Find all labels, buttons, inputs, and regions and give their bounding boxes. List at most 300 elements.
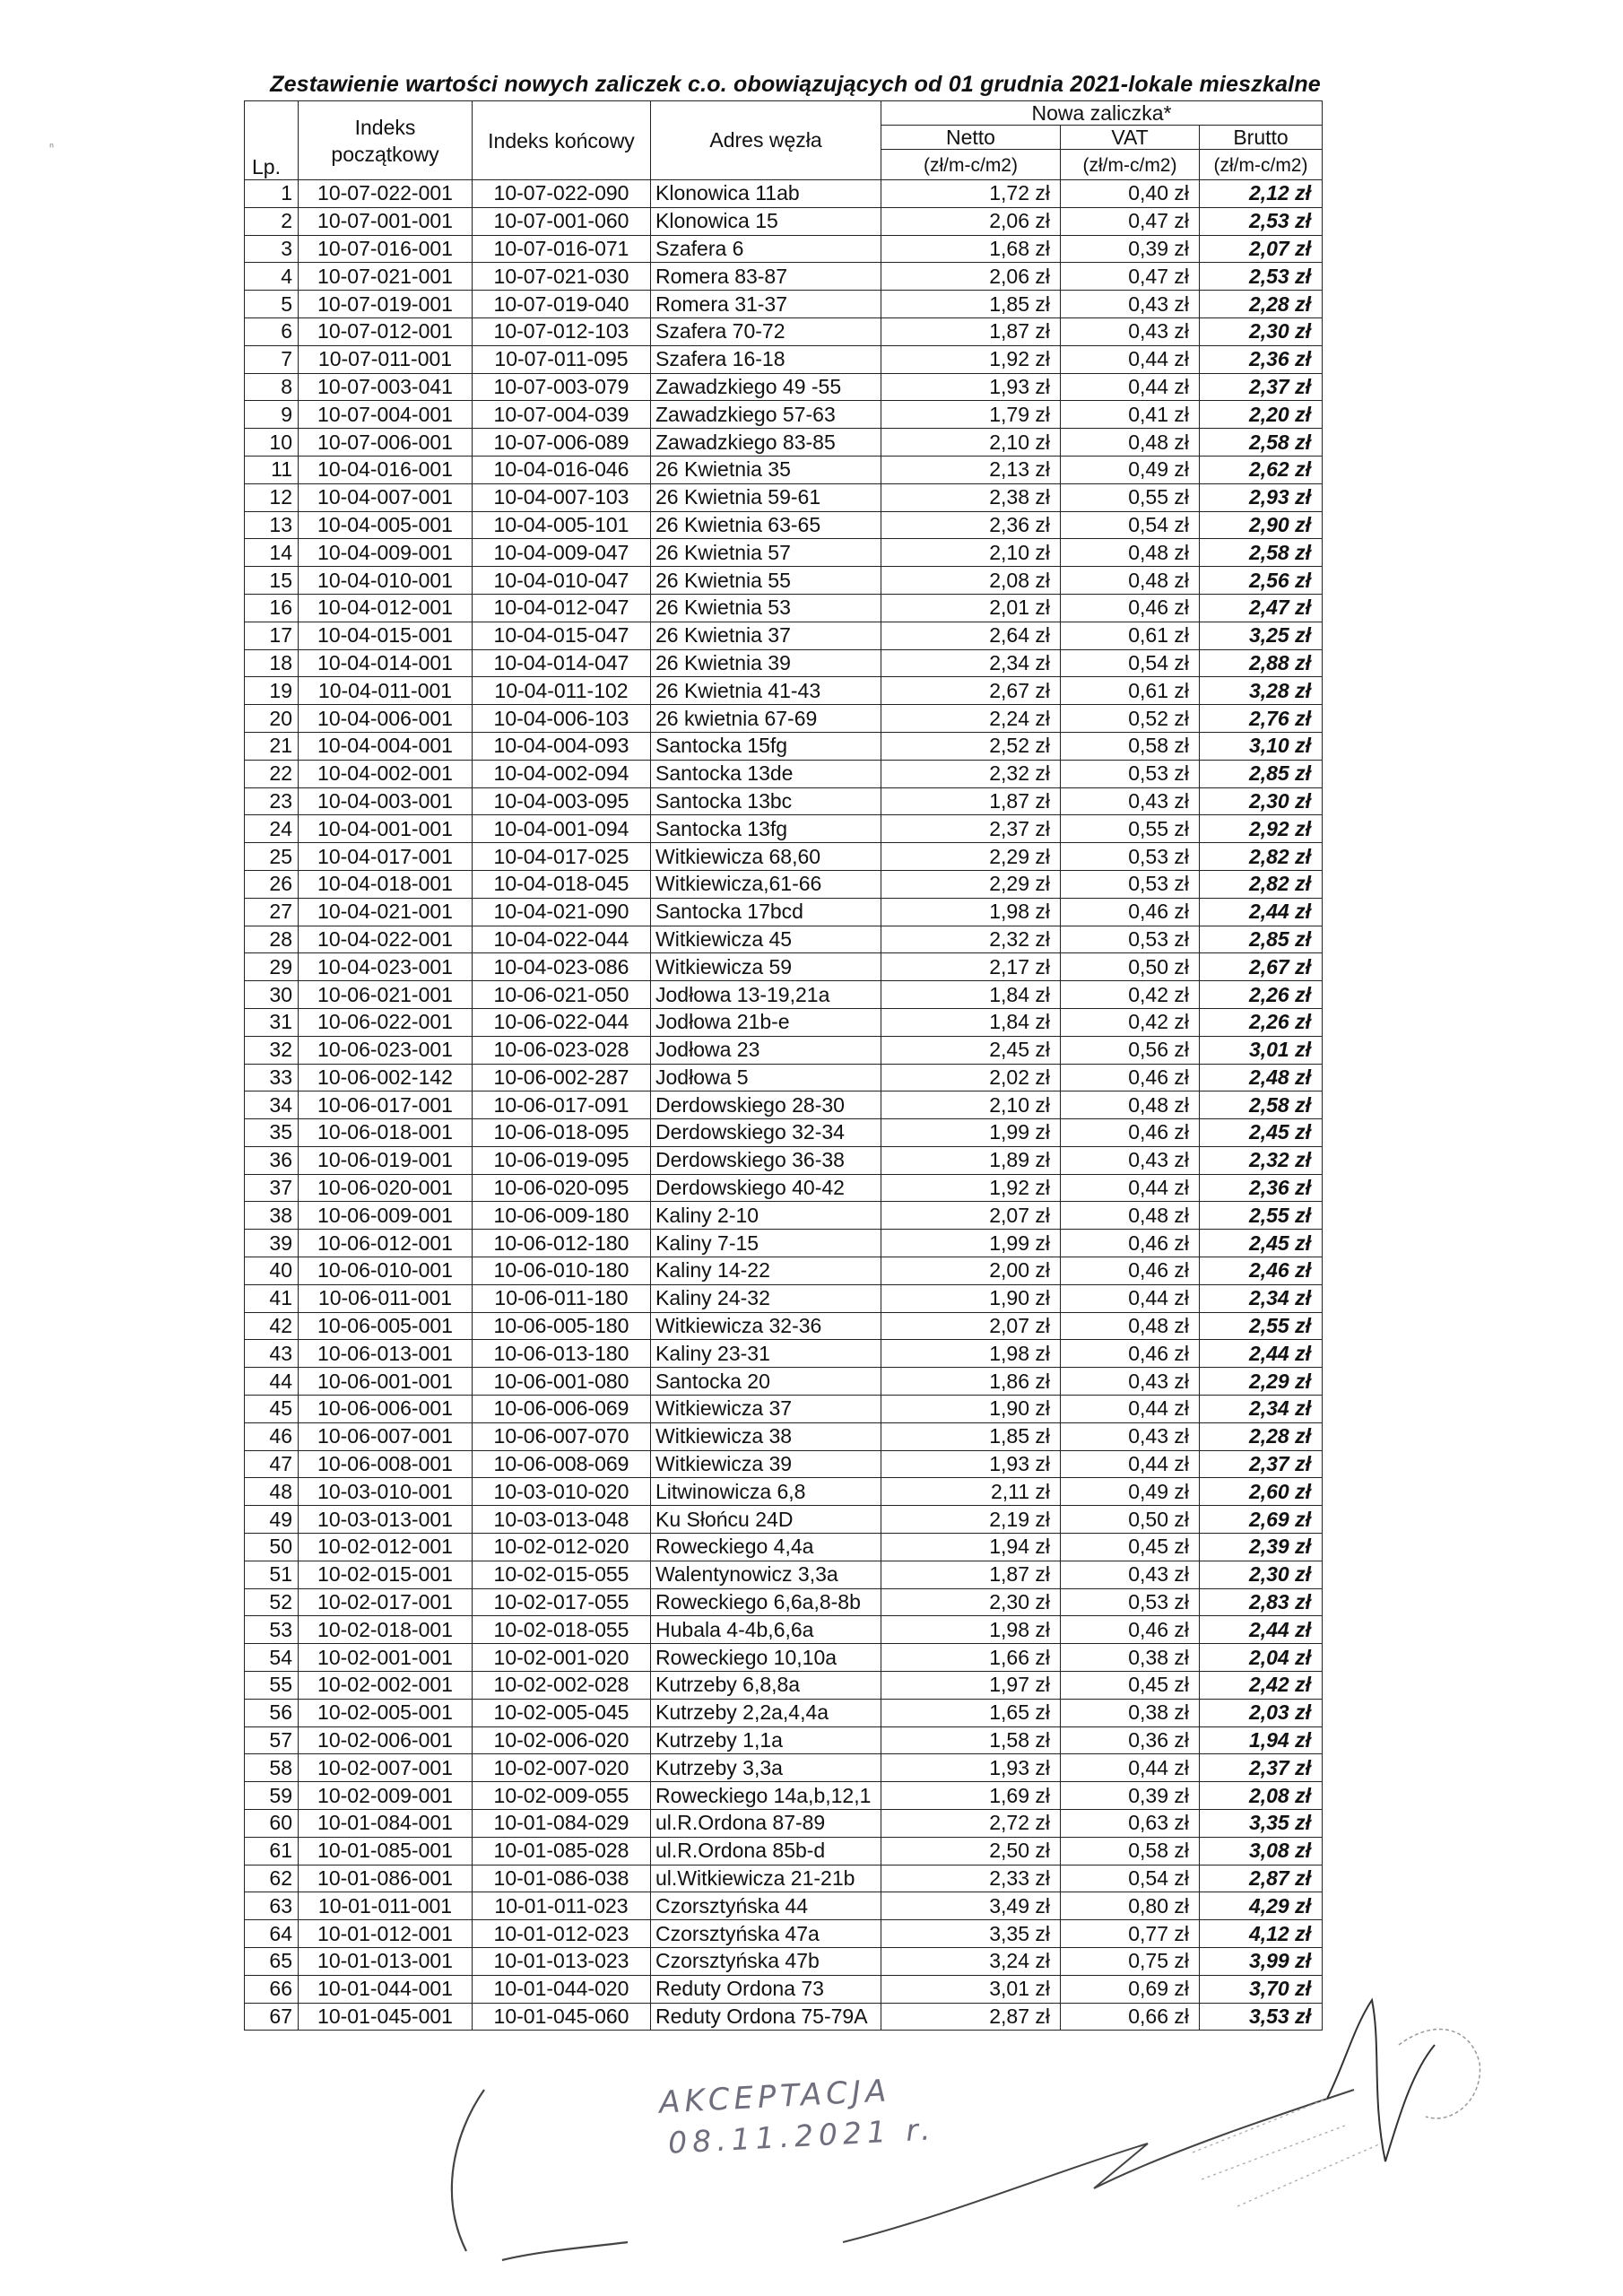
table-row — [245, 1036, 1323, 1064]
row-index-end: 10-02-018-055 — [473, 1616, 651, 1644]
table-row — [245, 1920, 1323, 1948]
table-row — [245, 1340, 1323, 1368]
row-index-start: 10-02-009-001 — [299, 1782, 473, 1810]
row-vat: 0,58 zł — [1061, 1837, 1200, 1865]
row-lp: 44 — [245, 1368, 299, 1396]
row-address: Ku Słońcu 24D — [651, 1506, 881, 1534]
row-index-start: 10-06-008-001 — [299, 1450, 473, 1478]
row-address: 26 Kwietnia 55 — [651, 567, 881, 595]
row-index-start: 10-02-007-001 — [299, 1754, 473, 1782]
row-brutto: 2,53 zł — [1200, 207, 1323, 235]
table-row — [245, 373, 1323, 401]
row-vat: 0,69 zł — [1061, 1975, 1200, 2003]
row-brutto: 2,37 zł — [1200, 1450, 1323, 1478]
row-vat: 0,61 zł — [1061, 677, 1200, 705]
row-index-end: 10-02-012-020 — [473, 1534, 651, 1561]
row-address: Santocka 15fg — [651, 732, 881, 760]
row-index-start: 10-04-002-001 — [299, 760, 473, 787]
row-brutto: 2,58 zł — [1200, 429, 1323, 457]
row-index-end: 10-04-014-047 — [473, 649, 651, 677]
table-row — [245, 1616, 1323, 1644]
row-netto: 2,11 zł — [881, 1478, 1061, 1506]
row-brutto: 4,29 zł — [1200, 1892, 1323, 1920]
row-index-start: 10-01-044-001 — [299, 1975, 473, 2003]
row-netto: 1,90 zł — [881, 1396, 1061, 1423]
row-index-end: 10-07-006-089 — [473, 429, 651, 457]
row-brutto: 2,92 zł — [1200, 815, 1323, 843]
row-index-end: 10-04-009-047 — [473, 539, 651, 567]
row-vat: 0,47 zł — [1061, 207, 1200, 235]
row-vat: 0,66 zł — [1061, 2003, 1200, 2031]
row-lp: 26 — [245, 870, 299, 898]
row-vat: 0,44 zł — [1061, 345, 1200, 373]
row-netto: 1,68 zł — [881, 235, 1061, 263]
row-index-end: 10-06-017-091 — [473, 1091, 651, 1119]
row-lp: 25 — [245, 843, 299, 871]
row-brutto: 2,82 zł — [1200, 870, 1323, 898]
table-row — [245, 429, 1323, 457]
row-index-end: 10-03-013-048 — [473, 1506, 651, 1534]
row-lp: 7 — [245, 345, 299, 373]
row-brutto: 2,37 zł — [1200, 373, 1323, 401]
row-index-end: 10-02-015-055 — [473, 1561, 651, 1588]
table-row — [245, 345, 1323, 373]
row-brutto: 2,34 zł — [1200, 1396, 1323, 1423]
table-row — [245, 1810, 1323, 1838]
table-row — [245, 870, 1323, 898]
table-row — [245, 1312, 1323, 1340]
row-lp: 66 — [245, 1975, 299, 2003]
row-vat: 0,46 zł — [1061, 1340, 1200, 1368]
row-brutto: 2,26 zł — [1200, 1008, 1323, 1036]
row-netto: 2,32 zł — [881, 760, 1061, 787]
row-index-start: 10-01-086-001 — [299, 1865, 473, 1892]
table-row — [245, 1948, 1323, 1976]
row-netto: 1,99 zł — [881, 1230, 1061, 1257]
row-vat: 0,53 zł — [1061, 870, 1200, 898]
row-address: Czorsztyńska 47b — [651, 1948, 881, 1976]
row-vat: 0,46 zł — [1061, 1230, 1200, 1257]
row-netto: 1,89 zł — [881, 1146, 1061, 1174]
row-brutto: 2,29 zł — [1200, 1368, 1323, 1396]
row-lp: 63 — [245, 1892, 299, 1920]
header-netto-unit: (zł/m-c/m2) — [881, 150, 1061, 180]
row-index-start: 10-04-022-001 — [299, 926, 473, 953]
row-brutto: 3,08 zł — [1200, 1837, 1323, 1865]
row-brutto: 2,36 zł — [1200, 1174, 1323, 1202]
row-index-start: 10-04-004-001 — [299, 732, 473, 760]
table-row — [245, 1230, 1323, 1257]
row-vat: 0,44 zł — [1061, 1450, 1200, 1478]
row-netto: 2,34 zł — [881, 649, 1061, 677]
row-brutto: 2,60 zł — [1200, 1478, 1323, 1506]
row-index-end: 10-04-001-094 — [473, 815, 651, 843]
row-brutto: 2,83 zł — [1200, 1588, 1323, 1616]
row-index-end: 10-02-009-055 — [473, 1782, 651, 1810]
row-netto: 1,69 zł — [881, 1782, 1061, 1810]
row-brutto: 2,45 zł — [1200, 1119, 1323, 1147]
row-vat: 0,50 zł — [1061, 953, 1200, 981]
row-netto: 1,94 zł — [881, 1534, 1061, 1561]
row-brutto: 2,44 zł — [1200, 898, 1323, 926]
row-index-start: 10-06-009-001 — [299, 1202, 473, 1230]
row-netto: 1,92 zł — [881, 1174, 1061, 1202]
row-index-end: 10-07-004-039 — [473, 401, 651, 429]
row-index-end: 10-06-019-095 — [473, 1146, 651, 1174]
table-row — [245, 677, 1323, 705]
row-index-start: 10-03-013-001 — [299, 1506, 473, 1534]
row-index-end: 10-04-011-102 — [473, 677, 651, 705]
row-lp: 64 — [245, 1920, 299, 1948]
row-vat: 0,46 zł — [1061, 898, 1200, 926]
row-vat: 0,47 zł — [1061, 263, 1200, 291]
row-address: Witkiewicza 45 — [651, 926, 881, 953]
row-netto: 1,84 zł — [881, 981, 1061, 1009]
table-row — [245, 1368, 1323, 1396]
row-index-end: 10-04-003-095 — [473, 787, 651, 815]
row-vat: 0,39 zł — [1061, 235, 1200, 263]
row-index-start: 10-06-007-001 — [299, 1422, 473, 1450]
row-address: Derdowskiego 36-38 — [651, 1146, 881, 1174]
row-lp: 42 — [245, 1312, 299, 1340]
row-netto: 1,66 zł — [881, 1644, 1061, 1672]
row-lp: 30 — [245, 981, 299, 1009]
row-lp: 36 — [245, 1146, 299, 1174]
row-vat: 0,54 zł — [1061, 649, 1200, 677]
row-index-end: 10-01-045-060 — [473, 2003, 651, 2031]
row-netto: 2,00 zł — [881, 1257, 1061, 1285]
table-row — [245, 787, 1323, 815]
row-vat: 0,44 zł — [1061, 1754, 1200, 1782]
row-address: Romera 31-37 — [651, 291, 881, 318]
handwritten-date: 08.11.2021 r. — [667, 2111, 937, 2161]
header-index-end: Indeks końcowy — [473, 101, 651, 180]
row-netto: 1,98 zł — [881, 898, 1061, 926]
row-brutto: 2,04 zł — [1200, 1644, 1323, 1672]
row-index-start: 10-01-085-001 — [299, 1837, 473, 1865]
table-row — [245, 732, 1323, 760]
row-vat: 0,80 zł — [1061, 1892, 1200, 1920]
row-index-end: 10-04-016-046 — [473, 456, 651, 483]
row-netto: 1,98 zł — [881, 1340, 1061, 1368]
row-vat: 0,48 zł — [1061, 567, 1200, 595]
row-netto: 2,19 zł — [881, 1506, 1061, 1534]
row-vat: 0,46 zł — [1061, 594, 1200, 622]
row-lp: 4 — [245, 263, 299, 291]
header-index-start: Indeks początkowy — [299, 101, 473, 180]
row-netto: 2,17 zł — [881, 953, 1061, 981]
row-address: Kaliny 24-32 — [651, 1284, 881, 1312]
row-address: ul.R.Ordona 85b-d — [651, 1837, 881, 1865]
row-netto: 1,85 zł — [881, 1422, 1061, 1450]
row-vat: 0,43 zł — [1061, 1422, 1200, 1450]
row-netto: 3,49 zł — [881, 1892, 1061, 1920]
row-index-start: 10-04-001-001 — [299, 815, 473, 843]
row-index-end: 10-02-005-045 — [473, 1699, 651, 1726]
row-address: Jodłowa 23 — [651, 1036, 881, 1064]
row-index-start: 10-07-021-001 — [299, 263, 473, 291]
row-lp: 1 — [245, 180, 299, 208]
row-index-start: 10-06-012-001 — [299, 1230, 473, 1257]
row-brutto: 3,25 zł — [1200, 622, 1323, 649]
row-index-end: 10-06-018-095 — [473, 1119, 651, 1147]
row-lp: 13 — [245, 511, 299, 539]
row-lp: 5 — [245, 291, 299, 318]
row-vat: 0,46 zł — [1061, 1064, 1200, 1091]
row-vat: 0,44 zł — [1061, 1396, 1200, 1423]
row-address: Walentynowicz 3,3a — [651, 1561, 881, 1588]
table-row — [245, 291, 1323, 318]
row-index-end: 10-04-007-103 — [473, 483, 651, 511]
row-vat: 0,43 zł — [1061, 1146, 1200, 1174]
row-vat: 0,38 zł — [1061, 1644, 1200, 1672]
row-vat: 0,43 zł — [1061, 787, 1200, 815]
table-row — [245, 1837, 1323, 1865]
header-brutto-unit: (zł/m-c/m2) — [1200, 150, 1323, 180]
header-brutto: Brutto — [1200, 126, 1323, 150]
row-index-start: 10-04-014-001 — [299, 649, 473, 677]
row-netto: 1,93 zł — [881, 1450, 1061, 1478]
row-vat: 0,53 zł — [1061, 1588, 1200, 1616]
row-index-start: 10-02-002-001 — [299, 1672, 473, 1700]
row-address: ul.Witkiewicza 21-21b — [651, 1865, 881, 1892]
row-netto: 2,10 zł — [881, 539, 1061, 567]
row-brutto: 2,30 zł — [1200, 317, 1323, 345]
row-brutto: 2,42 zł — [1200, 1672, 1323, 1700]
row-index-end: 10-07-019-040 — [473, 291, 651, 318]
signature-stroke-2 — [1327, 2000, 1435, 2161]
row-brutto: 3,35 zł — [1200, 1810, 1323, 1838]
row-netto: 1,65 zł — [881, 1699, 1061, 1726]
row-index-end: 10-01-044-020 — [473, 1975, 651, 2003]
row-vat: 0,49 zł — [1061, 456, 1200, 483]
row-address: Hubala 4-4b,6,6a — [651, 1616, 881, 1644]
row-vat: 0,63 zł — [1061, 1810, 1200, 1838]
row-index-end: 10-07-011-095 — [473, 345, 651, 373]
stamp-outline — [1399, 2030, 1480, 2118]
row-brutto: 3,99 zł — [1200, 1948, 1323, 1976]
table-row — [245, 1892, 1323, 1920]
header-lp: Lp. — [245, 101, 299, 180]
table-row — [245, 1975, 1323, 2003]
row-netto: 2,02 zł — [881, 1064, 1061, 1091]
row-brutto: 2,37 zł — [1200, 1754, 1323, 1782]
table-header — [245, 101, 1323, 180]
row-netto: 1,87 zł — [881, 787, 1061, 815]
row-index-start: 10-06-001-001 — [299, 1368, 473, 1396]
row-vat: 0,43 zł — [1061, 317, 1200, 345]
row-vat: 0,42 zł — [1061, 981, 1200, 1009]
row-lp: 24 — [245, 815, 299, 843]
row-lp: 6 — [245, 317, 299, 345]
margin-mark: ⁿ — [49, 139, 55, 153]
table-row — [245, 1284, 1323, 1312]
row-lp: 46 — [245, 1422, 299, 1450]
table-row — [245, 1008, 1323, 1036]
row-brutto: 2,85 zł — [1200, 926, 1323, 953]
table-row — [245, 1865, 1323, 1892]
row-brutto: 3,10 zł — [1200, 732, 1323, 760]
row-index-start: 10-04-016-001 — [299, 456, 473, 483]
row-index-start: 10-06-020-001 — [299, 1174, 473, 1202]
table-row — [245, 705, 1323, 733]
row-index-start: 10-04-023-001 — [299, 953, 473, 981]
row-address: Romera 83-87 — [651, 263, 881, 291]
table-row — [245, 981, 1323, 1009]
row-vat: 0,43 zł — [1061, 1561, 1200, 1588]
row-index-end: 10-06-005-180 — [473, 1312, 651, 1340]
advances-table — [244, 100, 1323, 2031]
row-netto: 3,35 zł — [881, 1920, 1061, 1948]
row-brutto: 2,12 zł — [1200, 180, 1323, 208]
row-index-end: 10-06-001-080 — [473, 1368, 651, 1396]
row-brutto: 2,76 zł — [1200, 705, 1323, 733]
header-new-advance: Nowa zaliczka* — [881, 101, 1323, 126]
row-lp: 32 — [245, 1036, 299, 1064]
table-row — [245, 1672, 1323, 1700]
row-index-start: 10-02-017-001 — [299, 1588, 473, 1616]
row-netto: 3,24 zł — [881, 1948, 1061, 1976]
row-address: Witkiewicza 59 — [651, 953, 881, 981]
row-netto: 2,06 zł — [881, 263, 1061, 291]
row-index-start: 10-04-009-001 — [299, 539, 473, 567]
row-netto: 2,36 zł — [881, 511, 1061, 539]
row-brutto: 2,56 zł — [1200, 567, 1323, 595]
row-brutto: 2,87 zł — [1200, 1865, 1323, 1892]
row-index-end: 10-04-018-045 — [473, 870, 651, 898]
row-address: Klonowica 15 — [651, 207, 881, 235]
row-index-end: 10-02-001-020 — [473, 1644, 651, 1672]
row-netto: 1,87 zł — [881, 1561, 1061, 1588]
row-vat: 0,58 zł — [1061, 732, 1200, 760]
row-lp: 2 — [245, 207, 299, 235]
row-lp: 11 — [245, 456, 299, 483]
row-address: Klonowica 11ab — [651, 180, 881, 208]
row-address: 26 Kwietnia 39 — [651, 649, 881, 677]
row-index-end: 10-07-003-079 — [473, 373, 651, 401]
row-lp: 39 — [245, 1230, 299, 1257]
row-netto: 1,90 zł — [881, 1284, 1061, 1312]
row-lp: 41 — [245, 1284, 299, 1312]
row-vat: 0,75 zł — [1061, 1948, 1200, 1976]
row-index-end: 10-02-007-020 — [473, 1754, 651, 1782]
row-netto: 1,97 zł — [881, 1672, 1061, 1700]
row-index-end: 10-07-001-060 — [473, 207, 651, 235]
row-address: Szafera 16-18 — [651, 345, 881, 373]
row-address: Zawadzkiego 83-85 — [651, 429, 881, 457]
row-address: Czorsztyńska 47a — [651, 1920, 881, 1948]
header-netto: Netto — [881, 126, 1061, 150]
row-index-end: 10-01-084-029 — [473, 1810, 651, 1838]
row-address: Roweckiego 14a,b,12,1 — [651, 1782, 881, 1810]
row-index-start: 10-04-018-001 — [299, 870, 473, 898]
row-address: Kutrzeby 2,2a,4,4a — [651, 1699, 881, 1726]
row-brutto: 2,48 zł — [1200, 1064, 1323, 1091]
row-brutto: 2,32 zł — [1200, 1146, 1323, 1174]
row-index-start: 10-06-010-001 — [299, 1257, 473, 1285]
row-vat: 0,36 zł — [1061, 1726, 1200, 1754]
row-vat: 0,39 zł — [1061, 1782, 1200, 1810]
row-lp: 62 — [245, 1865, 299, 1892]
row-lp: 17 — [245, 622, 299, 649]
row-address: Kutrzeby 6,8,8a — [651, 1672, 881, 1700]
row-lp: 47 — [245, 1450, 299, 1478]
row-netto: 1,93 zł — [881, 1754, 1061, 1782]
row-vat: 0,46 zł — [1061, 1616, 1200, 1644]
row-index-start: 10-06-011-001 — [299, 1284, 473, 1312]
row-lp: 67 — [245, 2003, 299, 2031]
row-lp: 9 — [245, 401, 299, 429]
row-index-end: 10-06-010-180 — [473, 1257, 651, 1285]
row-address: Derdowskiego 40-42 — [651, 1174, 881, 1202]
row-netto: 2,32 zł — [881, 926, 1061, 953]
left-bracket-stroke — [452, 2090, 484, 2251]
row-lp: 60 — [245, 1810, 299, 1838]
row-vat: 0,52 zł — [1061, 705, 1200, 733]
row-index-start: 10-06-023-001 — [299, 1036, 473, 1064]
row-address: Kaliny 23-31 — [651, 1340, 881, 1368]
row-address: Santocka 13bc — [651, 787, 881, 815]
row-index-start: 10-01-011-001 — [299, 1892, 473, 1920]
row-brutto: 2,03 zł — [1200, 1699, 1323, 1726]
table-row — [245, 1699, 1323, 1726]
table-row — [245, 567, 1323, 595]
row-address: Szafera 70-72 — [651, 317, 881, 345]
row-index-start: 10-07-003-041 — [299, 373, 473, 401]
row-vat: 0,50 zł — [1061, 1506, 1200, 1534]
row-lp: 57 — [245, 1726, 299, 1754]
table-row — [245, 180, 1323, 208]
row-lp: 37 — [245, 1174, 299, 1202]
row-address: Witkiewicza 32-36 — [651, 1312, 881, 1340]
row-index-end: 10-06-008-069 — [473, 1450, 651, 1478]
row-lp: 59 — [245, 1782, 299, 1810]
row-netto: 2,06 zł — [881, 207, 1061, 235]
row-brutto: 2,20 zł — [1200, 401, 1323, 429]
row-index-end: 10-04-017-025 — [473, 843, 651, 871]
row-lp: 40 — [245, 1257, 299, 1285]
row-brutto: 2,28 zł — [1200, 1422, 1323, 1450]
row-index-end: 10-04-005-101 — [473, 511, 651, 539]
row-lp: 53 — [245, 1616, 299, 1644]
table-row — [245, 235, 1323, 263]
row-address: Derdowskiego 32-34 — [651, 1119, 881, 1147]
row-vat: 0,48 zł — [1061, 1312, 1200, 1340]
table-row — [245, 207, 1323, 235]
row-address: Roweckiego 6,6a,8-8b — [651, 1588, 881, 1616]
row-netto: 1,85 zł — [881, 291, 1061, 318]
table-row — [245, 926, 1323, 953]
row-address: Kaliny 14-22 — [651, 1257, 881, 1285]
row-index-end: 10-07-022-090 — [473, 180, 651, 208]
row-lp: 14 — [245, 539, 299, 567]
row-vat: 0,43 zł — [1061, 291, 1200, 318]
row-address: Reduty Ordona 73 — [651, 1975, 881, 2003]
row-netto: 1,86 zł — [881, 1368, 1061, 1396]
table-row — [245, 456, 1323, 483]
row-vat: 0,40 zł — [1061, 180, 1200, 208]
row-brutto: 2,85 zł — [1200, 760, 1323, 787]
row-address: 26 kwietnia 67-69 — [651, 705, 881, 733]
row-index-end: 10-01-012-023 — [473, 1920, 651, 1948]
row-netto: 2,24 zł — [881, 705, 1061, 733]
row-brutto: 2,46 zł — [1200, 1257, 1323, 1285]
row-brutto: 2,30 zł — [1200, 787, 1323, 815]
row-address: Santocka 17bcd — [651, 898, 881, 926]
row-brutto: 2,08 zł — [1200, 1782, 1323, 1810]
row-index-start: 10-07-011-001 — [299, 345, 473, 373]
row-brutto: 4,12 zł — [1200, 1920, 1323, 1948]
